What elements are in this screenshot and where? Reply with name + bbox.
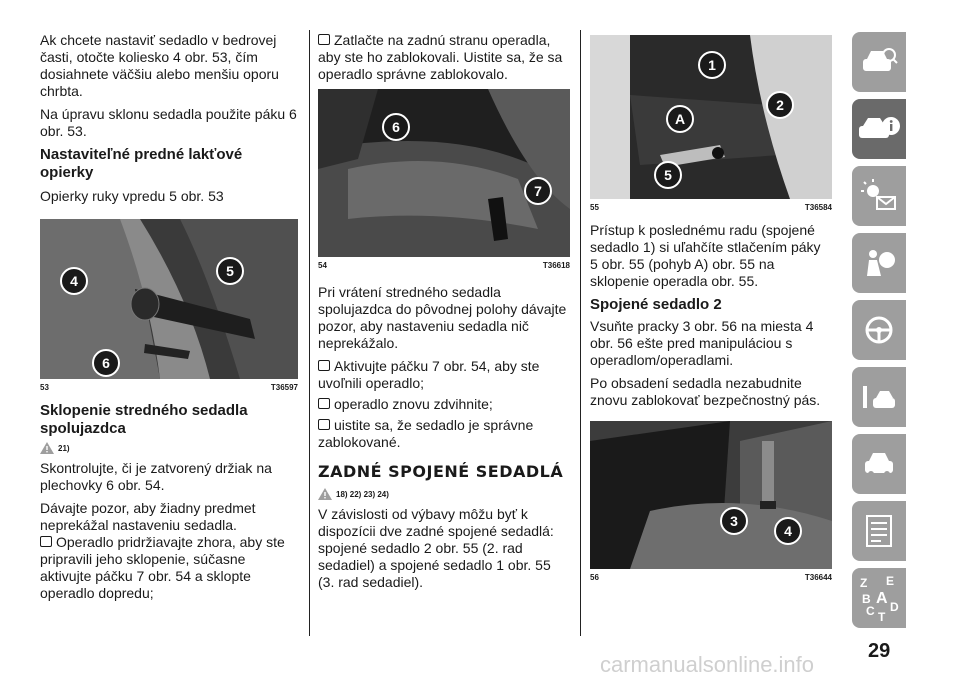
steering-wheel-icon: [859, 313, 899, 347]
figure-54-code: T36618: [542, 261, 570, 270]
paragraph-buckles: Vsuňte pracky 3 obr. 56 na miesta 4 obr. 56 ešte pred manipuláciou s operadlom/operadlami.: [590, 318, 814, 368]
checkbox-bullet-icon: [318, 419, 330, 430]
figure-53: [40, 219, 298, 392]
paragraph-no-obstruction: Dávajte pozor, aby žiadny predmet neprekážal nastaveniu sedadla.: [40, 500, 256, 533]
paragraph-access-last-row: Prístup k poslednému radu (spojené sedadlo 1) si uľahčíte stlačením páky 5 obr. 55 (pohyb A) obr. 55 na sklopenie operadla obr. 55.: [590, 222, 821, 289]
heading-fold-middle-seat: Sklopenie stredného sedadla spolujazdca: [40, 402, 248, 437]
checkbox-bullet-icon: [318, 398, 330, 409]
index-letter: B: [862, 592, 871, 606]
warning-triangle-icon: [318, 488, 332, 500]
figure-55-number: 55: [590, 203, 599, 212]
callout-2: 2: [766, 91, 794, 119]
callout-6: 6: [382, 113, 410, 141]
column-middle: [318, 32, 570, 591]
figure-54-caption: [318, 261, 570, 270]
paragraph-armrests: Opierky ruky vpredu 5 obr. 53: [40, 188, 224, 204]
column-right: [590, 35, 832, 582]
bullet-text: uistite sa, že sedadlo je správne zablokované.: [318, 417, 534, 450]
warning-refs-text: 18) 22) 23) 24): [336, 489, 389, 499]
bullet-push-backrest: [318, 32, 570, 83]
figure-56-image: [590, 421, 832, 569]
tab-emergency[interactable]: [852, 367, 906, 427]
checkbox-bullet-icon: [318, 360, 330, 371]
heading-armrests: Nastaviteľné predné lakťové opierky: [40, 146, 243, 181]
warning-lights-icon: [859, 179, 899, 213]
figure-53-image: [40, 219, 298, 379]
callout-1: 1: [698, 51, 726, 79]
bullet-text: Zatlačte na zadnú stranu operadla, aby ste ho zablokovali. Uistite sa, že sa operadlo správne zablokovalo.: [318, 32, 563, 82]
specifications-icon: [859, 514, 899, 548]
figure-53-code: T36597: [270, 383, 298, 392]
callout-6: 6: [92, 349, 120, 377]
paragraph-relock-belt: Po obsadení sedadla nezabudnite znovu zablokovať bezpečnostný pás.: [590, 375, 821, 408]
heading-rear-bench-seats: ZADNÉ SPOJENÉ SEDADLÁ: [318, 462, 564, 481]
heading-bench-seat-2: Spojené sedadlo 2: [590, 296, 722, 313]
tab-index[interactable]: [852, 568, 906, 628]
callout-3: 3: [720, 507, 748, 535]
chapter-sidebar: [852, 32, 906, 635]
figure-56-code: T36644: [804, 573, 832, 582]
callout-7: 7: [524, 177, 552, 205]
bullet-activate-lever: [318, 358, 570, 392]
maintenance-car-icon: [859, 447, 899, 481]
callout-5: 5: [216, 257, 244, 285]
tab-specifications[interactable]: [852, 501, 906, 561]
paragraph-cupholder: Skontrolujte, či je zatvorený držiak na plechovky 6 obr. 54.: [40, 460, 272, 493]
seatbelt-buckle-illustration: [590, 421, 832, 569]
watermark: carmanualsonline.info: [600, 652, 815, 677]
figure-55-image: [590, 35, 832, 199]
warning-triangle-icon: [40, 442, 54, 454]
car-info-icon: [857, 112, 901, 146]
column-left: [40, 32, 298, 602]
warning-refs: [318, 488, 570, 500]
checkbox-bullet-icon: [318, 34, 330, 45]
tab-car-search[interactable]: [852, 32, 906, 92]
paragraph-return-seat: Pri vrátení stredného sedadla spolujazdca do pôvodnej polohy dávajte pozor, aby nastaveniu sedadla nič neprekážalo.: [318, 284, 567, 351]
figure-54-image: [318, 89, 570, 257]
figure-56-caption: [590, 573, 832, 582]
checkbox-bullet-icon: [40, 536, 52, 547]
bullet-text: Operadlo pridržiavajte zhora, aby ste pripravili jeho sklopenie, súčasne aktivujte páčku 7 obr. 54 a sklopte operadlo dopredu;: [40, 534, 285, 601]
bullet-seat-locked: [318, 417, 570, 451]
index-letter: Z: [860, 576, 868, 590]
tab-steering-wheel[interactable]: [852, 300, 906, 360]
bullet-fold-backrest: [40, 534, 298, 602]
paragraph-lumbar: Ak chcete nastaviť sedadlo v bedrovej časti, otočte koliesko 4 obr. 53, čím dosiahnete väčšiu alebo menšiu oporu chrbta.: [40, 32, 279, 99]
seat-armrest-illustration: [40, 219, 298, 379]
figure-56: [590, 421, 832, 582]
column-divider: [580, 30, 581, 636]
tab-car-info[interactable]: [852, 99, 906, 159]
figure-55: [590, 35, 832, 212]
callout-4: 4: [774, 517, 802, 545]
index-letter: T: [878, 610, 886, 623]
tab-airbag[interactable]: [852, 233, 906, 293]
paragraph-recline: Na úpravu sklonu sedadla použite páku 6 obr. 53.: [40, 106, 297, 139]
page-number: 29: [868, 640, 891, 662]
callout-A: A: [666, 105, 694, 133]
warning-ref: [40, 442, 298, 454]
index-letter: A: [876, 590, 888, 607]
middle-seat-illustration: [318, 89, 570, 257]
figure-53-number: 53: [40, 383, 49, 392]
car-search-icon: [859, 45, 899, 79]
callout-4: 4: [60, 267, 88, 295]
callout-5: 5: [654, 161, 682, 189]
bullet-text: operadlo znovu zdvihnite;: [334, 396, 493, 412]
bullet-raise-backrest: [318, 396, 570, 413]
index-icon: [856, 573, 902, 623]
figure-55-code: T36584: [804, 203, 832, 212]
tab-maintenance[interactable]: [852, 434, 906, 494]
figure-54-number: 54: [318, 261, 327, 270]
index-letter: C: [866, 604, 875, 618]
column-divider: [309, 30, 310, 636]
bullet-text: Aktivujte páčku 7 obr. 54, aby ste uvoľnili operadlo;: [318, 358, 540, 391]
tab-warning-lights[interactable]: [852, 166, 906, 226]
airbag-icon: [859, 246, 899, 280]
warning-ref-text: 21): [58, 443, 70, 453]
index-letter: D: [890, 600, 899, 614]
index-letter: E: [886, 574, 895, 588]
figure-54: [318, 89, 570, 270]
figure-53-caption: [40, 383, 298, 392]
paragraph-bench-seats: V závislosti od výbavy môžu byť k dispozícii dve zadné spojené sedadlá: spojené sedadlo 2 obr. 55 (2. rad sedadiel) a spojené sedadlo 1 obr. 55 (3. rad sedadiel).: [318, 506, 554, 590]
figure-55-caption: [590, 203, 832, 212]
tow-car-icon: [859, 380, 899, 414]
figure-56-number: 56: [590, 573, 599, 582]
